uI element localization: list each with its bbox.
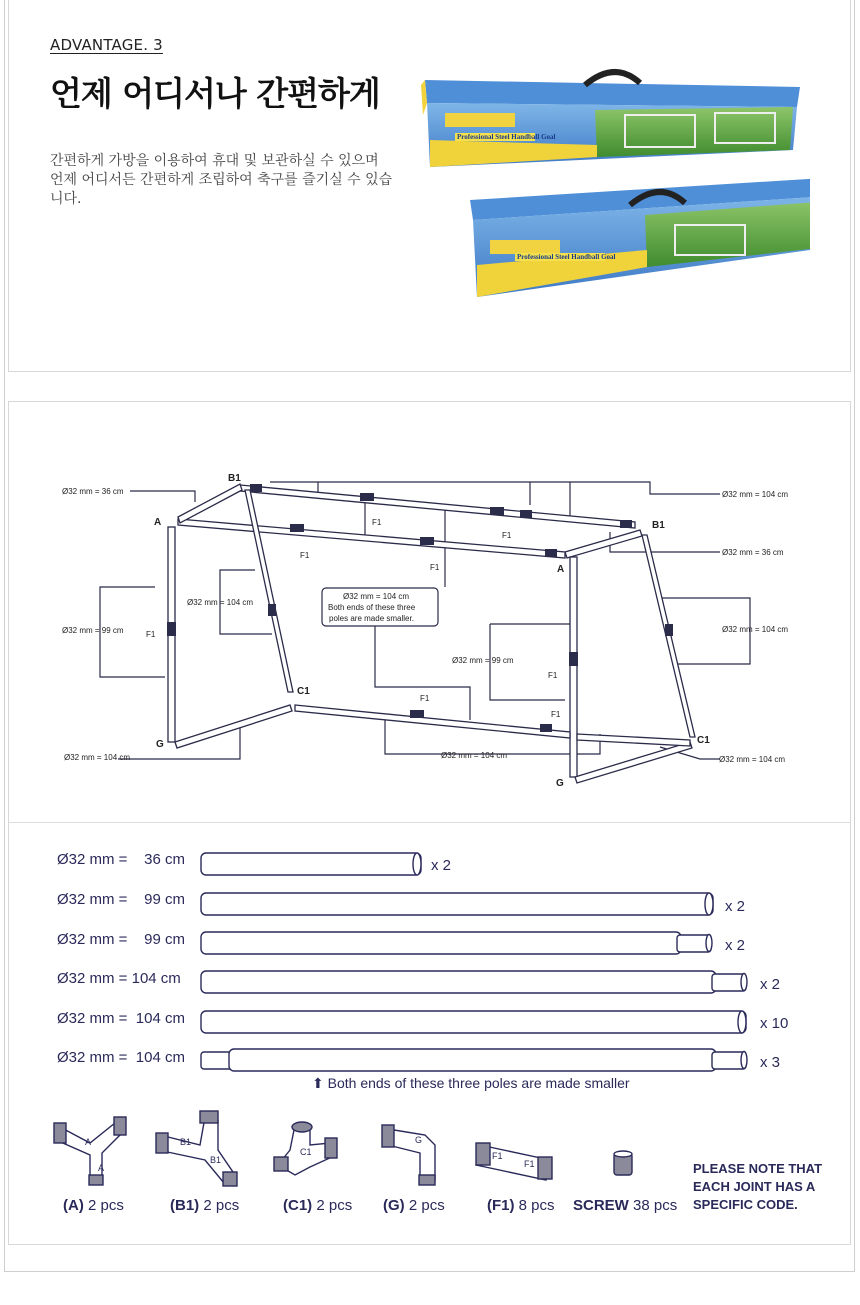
pole-99-b [201,932,681,954]
joint-g-letter: G [415,1135,423,1145]
callout-line-2: Both ends of these three [328,603,416,612]
dim-99-center: Ø32 mm = 99 cm [452,656,514,665]
joint-label-c1-right: C1 [697,735,710,746]
dim-104-right-mid: Ø32 mm = 104 cm [722,625,789,634]
pole-104-b [201,1011,746,1033]
f1-label-4: F1 [430,563,440,572]
f1-label-3: F1 [300,551,310,560]
pole-qty: x 3 [760,1054,781,1071]
pole-label: Ø32 mm = 99 cm [57,931,185,948]
pole-99-a [201,893,713,915]
dim-104-bottom-right: Ø32 mm = 104 cm [719,755,786,764]
description: 간편하게 가방을 이용하여 휴대 및 보관하실 수 있으며 언제 어디서든 간편하게 조립하여 축구를 즐기실 수 있습니다. [50,153,393,207]
joint-a-letter: A [85,1137,92,1147]
pole-label: Ø32 mm = 104 cm [57,1010,185,1027]
part-caption-f1: (F1) 8 pcs [487,1197,555,1214]
pole-36 [201,853,421,875]
dim-36-left: Ø32 mm = 36 cm [62,487,124,496]
joint-b1-letter-2: B1 [210,1155,222,1165]
box-brand-text-1: Professional Steel Handball Goal [457,133,556,141]
joint-f1-letter: F1 [492,1151,503,1161]
f1-label-2: F1 [502,531,512,540]
dim-104-bottom-left: Ø32 mm = 104 cm [64,753,131,762]
box-brand-text-2: Professional Steel Handball Goal [517,253,616,261]
dim-104-bottom-center: Ø32 mm = 104 cm [441,751,508,760]
part-caption-b1: (B1) 2 pcs [170,1197,240,1214]
headline: 언제 어디서나 간편하게 [50,74,380,113]
joint-label-b1-left: B1 [228,473,241,484]
pole-qty: x 2 [760,976,781,993]
f1-label-5: F1 [146,630,156,639]
part-caption-c1: (C1) 2 pcs [283,1197,353,1214]
dim-36-right: Ø32 mm = 36 cm [722,548,784,557]
panel-divider [9,822,850,823]
part-caption-g: (G) 2 pcs [383,1197,445,1214]
joint-c1-letter: C1 [300,1147,312,1157]
callout-box [322,588,438,626]
f1-label-6: F1 [548,671,558,680]
pole-label: Ø32 mm = 104 cm [57,1049,185,1066]
parts-drawings [40,1105,660,1190]
f1-label-8: F1 [551,710,561,719]
pole-label: Ø32 mm = 36 cm [57,851,185,868]
joint-f1-letter-2: F1 [524,1159,535,1169]
joint-f1-icon [476,1143,552,1180]
screw-icon [614,1151,632,1175]
pole-label: Ø32 mm = 99 cm [57,891,185,908]
assembly-diagram [0,402,860,822]
joint-label-a-left: A [154,517,162,528]
joint-label-b1-right: B1 [652,520,665,531]
joint-label-c1-left: C1 [297,686,310,697]
advantage-label: ADVANTAGE. 3 [50,36,163,54]
part-caption-screw: SCREW 38 pcs [573,1197,678,1214]
joint-code-note: PLEASE NOTE THAT EACH JOINT HAS A SPECIFIC CODE. [693,1161,823,1212]
joint-g-icon [382,1125,435,1185]
pole-104-c [201,1052,233,1069]
pole-104-a [201,971,716,993]
product-box-lower [470,177,810,297]
up-arrow-icon: ⬆ [312,1075,324,1091]
joint-a-letter-2: A [98,1163,105,1173]
pole-qty: x 10 [760,1015,789,1032]
joint-a-icon [54,1117,126,1185]
dim-99-left: Ø32 mm = 99 cm [62,626,124,635]
joint-label-g-left: G [156,739,164,750]
poles-note-text: Both ends of these three poles are made smaller [327,1075,630,1091]
product-box-illustration [415,55,810,305]
dim-104-top-right: Ø32 mm = 104 cm [722,490,789,499]
f1-label-7: F1 [420,694,430,703]
joint-b1-icon [156,1111,237,1186]
pole-qty: x 2 [431,857,452,874]
dim-104-left-mid: Ø32 mm = 104 cm [187,598,254,607]
joint-label-g-right: G [556,778,564,789]
product-box-upper [421,72,800,167]
callout-line-3: poles are made smaller. [329,614,414,623]
pole-label: Ø32 mm = 104 cm [57,970,181,987]
callout-line-1: Ø32 mm = 104 cm [343,592,410,601]
pole-qty: x 2 [725,937,746,954]
part-caption-a: (A) 2 pcs [63,1197,124,1214]
joint-b1-letter: B1 [180,1137,192,1147]
pole-qty: x 2 [725,898,746,915]
joint-label-a-right: A [557,564,565,575]
f1-label-1: F1 [372,518,382,527]
poles-note [312,1075,630,1092]
pole-drawings [195,846,755,1076]
